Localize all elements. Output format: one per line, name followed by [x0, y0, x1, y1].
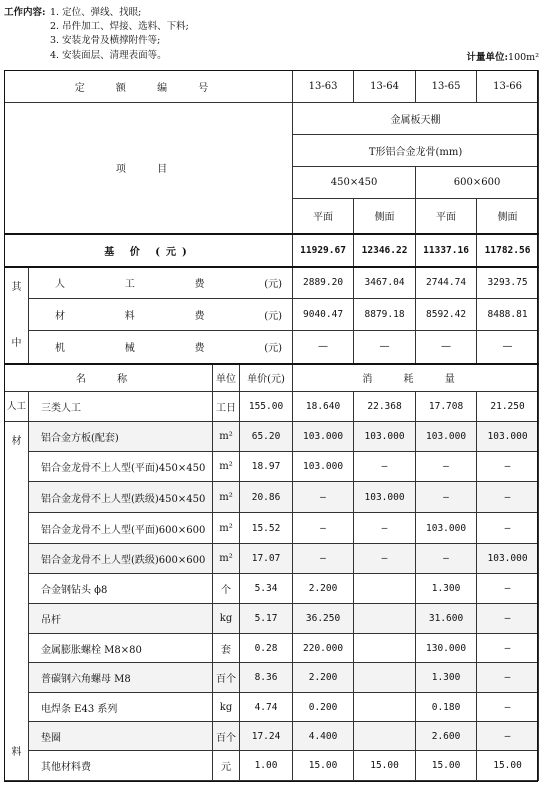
- row-price: 65.20: [240, 422, 293, 452]
- cost-char: 料: [124, 311, 135, 322]
- row-value: 103.000: [293, 452, 354, 482]
- row-name: 普碳钢六角螺母 M8: [29, 663, 213, 693]
- row-value: 0.180: [416, 693, 477, 722]
- cost-char: 材: [55, 311, 65, 322]
- group-char: 料: [11, 747, 22, 758]
- item-label: 项 目: [5, 103, 293, 234]
- row-unit: 工日: [213, 392, 240, 422]
- of-which-char: 其: [11, 281, 22, 293]
- size-label: 450×450: [293, 167, 416, 199]
- quota-code-label: 定 额 编 号: [5, 71, 293, 103]
- of-which-char: 中: [11, 337, 22, 349]
- cost-char: 人: [55, 279, 65, 291]
- row-value: —: [477, 604, 539, 634]
- subcategory-label: T形铝合金龙骨(mm): [293, 135, 539, 167]
- row-price: 18.97: [240, 452, 293, 482]
- row-value: —: [293, 513, 354, 544]
- row-price: 8.36: [240, 663, 293, 693]
- quota-code: 13-65: [416, 71, 477, 103]
- col-consumption-header: 消 耗 量: [293, 364, 539, 392]
- row-value: —: [477, 634, 539, 663]
- row-value: 103.000: [416, 422, 477, 452]
- row-value: 103.000: [477, 422, 539, 452]
- row-name: 合金钢钻头 ϕ8: [29, 574, 213, 604]
- size-label: 600×600: [416, 167, 539, 199]
- col-unit-header: 单位: [213, 364, 240, 392]
- row-value: —: [477, 513, 539, 544]
- row-value: 18.640: [293, 392, 354, 422]
- base-price: 11929.67: [293, 234, 354, 267]
- row-price: 5.34: [240, 574, 293, 604]
- row-value: 31.600: [416, 604, 477, 634]
- cost-value: 2744.74: [416, 267, 477, 299]
- measurement-unit: [467, 49, 539, 63]
- cost-char: 工: [124, 279, 135, 291]
- row-value: 15.00: [477, 751, 539, 781]
- category-label: 金属板天棚: [293, 103, 539, 135]
- cost-value: —: [416, 331, 477, 364]
- row-value: —: [477, 574, 539, 604]
- base-price: 12346.22: [354, 234, 416, 267]
- row-value: 22.368: [354, 392, 416, 422]
- row-name: 电焊条 E43 系列: [29, 693, 213, 722]
- row-price: 1.00: [240, 751, 293, 781]
- row-unit: kg: [213, 693, 240, 722]
- row-name: 其他材料费: [29, 751, 213, 781]
- row-unit: m²: [213, 452, 240, 482]
- row-value: —: [416, 452, 477, 482]
- face-label: 平面: [293, 199, 354, 234]
- cost-char: 械: [124, 343, 135, 355]
- cost-value: 3293.75: [477, 267, 539, 299]
- row-unit: m²: [213, 513, 240, 544]
- row-name: 铝合金龙骨不上人型(平面)600×600: [29, 513, 213, 544]
- unit-value: 100m²: [508, 52, 539, 63]
- row-value: 130.000: [416, 634, 477, 663]
- row-value: 4.400: [293, 722, 354, 751]
- col-price-header: 单价(元): [240, 364, 293, 392]
- row-value: 1.300: [416, 663, 477, 693]
- cost-unit: (元): [264, 279, 283, 291]
- row-value: 0.200: [293, 693, 354, 722]
- row-value: —: [354, 513, 416, 544]
- row-price: 4.74: [240, 693, 293, 722]
- row-price: 17.24: [240, 722, 293, 751]
- row-name: 铝合金方板(配套): [29, 422, 213, 452]
- row-value: —: [293, 482, 354, 513]
- cost-value: 2889.20: [293, 267, 354, 299]
- row-value: 15.00: [416, 751, 477, 781]
- cost-value: 3467.04: [354, 267, 416, 299]
- row-unit: 百个: [213, 722, 240, 751]
- quota-code: 13-66: [477, 71, 539, 103]
- row-value: —: [354, 452, 416, 482]
- row-unit: m²: [213, 482, 240, 513]
- base-price: 11337.16: [416, 234, 477, 267]
- cost-char: 费: [194, 279, 205, 291]
- row-value: 17.708: [416, 392, 477, 422]
- row-value: —: [354, 544, 416, 574]
- row-name: 垫圈: [29, 722, 213, 751]
- labor-group-label: 人工: [5, 392, 29, 422]
- face-label: 侧面: [354, 199, 416, 234]
- work-item: 3. 安装龙骨及横撑附件等;: [50, 35, 161, 46]
- table-frame: [4, 70, 538, 782]
- group-char: 材: [11, 436, 22, 447]
- cost-value: 8879.18: [354, 299, 416, 331]
- row-unit: 元: [213, 751, 240, 781]
- row-value: —: [416, 482, 477, 513]
- row-unit: m²: [213, 422, 240, 452]
- row-price: 20.86: [240, 482, 293, 513]
- row-value: 220.000: [293, 634, 354, 663]
- row-value: —: [293, 544, 354, 574]
- cost-value: 8488.81: [477, 299, 539, 331]
- row-value: 2.600: [416, 722, 477, 751]
- row-value: 103.000: [293, 422, 354, 452]
- row-value: —: [477, 452, 539, 482]
- work-content-label: 工作内容:: [4, 7, 46, 18]
- cost-char: 机: [55, 343, 65, 355]
- row-value: 36.250: [293, 604, 354, 634]
- row-price: 0.28: [240, 634, 293, 663]
- cost-char: 费: [194, 311, 205, 322]
- row-value: 15.00: [293, 751, 354, 781]
- base-price-label: 基 价 (元): [5, 234, 293, 267]
- quota-code: 13-64: [354, 71, 416, 103]
- row-unit: kg: [213, 604, 240, 634]
- row-price: 17.07: [240, 544, 293, 574]
- cost-unit: (元): [264, 311, 283, 322]
- quota-code: 13-63: [293, 71, 354, 103]
- row-name: 铝合金龙骨不上人型(跌级)450×450: [29, 482, 213, 513]
- row-name: 铝合金龙骨不上人型(跌级)600×600: [29, 544, 213, 574]
- row-value: —: [477, 663, 539, 693]
- row-value: 103.000: [477, 544, 539, 574]
- row-value: 15.00: [354, 751, 416, 781]
- work-content-header: [0, 0, 545, 63]
- cost-value: —: [477, 331, 539, 364]
- row-price: 5.17: [240, 604, 293, 634]
- row-value: —: [416, 544, 477, 574]
- row-value: —: [477, 693, 539, 722]
- row-price: 155.00: [240, 392, 293, 422]
- row-name: 金属膨胀螺栓 M8×80: [29, 634, 213, 663]
- row-value: 103.000: [354, 422, 416, 452]
- row-value: 1.300: [416, 574, 477, 604]
- row-price: 15.52: [240, 513, 293, 544]
- row-value: —: [477, 722, 539, 751]
- work-item: 1. 定位、弹线、找眼;: [50, 7, 142, 18]
- row-value: 2.200: [293, 574, 354, 604]
- cost-value: —: [354, 331, 416, 364]
- cost-value: —: [293, 331, 354, 364]
- row-unit: 套: [213, 634, 240, 663]
- work-item: 2. 吊件加工、焊接、选料、下料;: [50, 21, 189, 32]
- work-item: 4. 安装面层、清理表面等。: [50, 50, 167, 61]
- row-unit: m²: [213, 544, 240, 574]
- row-value: 2.200: [293, 663, 354, 693]
- cost-unit: (元): [264, 343, 283, 355]
- row-name: 铝合金龙骨不上人型(平面)450×450: [29, 452, 213, 482]
- row-value: 103.000: [416, 513, 477, 544]
- row-name: 三类人工: [29, 392, 213, 422]
- cost-char: 费: [194, 343, 205, 355]
- row-unit: 个: [213, 574, 240, 604]
- cost-value: 8592.42: [416, 299, 477, 331]
- unit-label: 计量单位:: [466, 52, 509, 63]
- row-name: 吊杆: [29, 604, 213, 634]
- row-value: 21.250: [477, 392, 539, 422]
- col-name-header: 名 称: [5, 364, 213, 392]
- row-value: 103.000: [354, 482, 416, 513]
- base-price: 11782.56: [477, 234, 539, 267]
- face-label: 平面: [416, 199, 477, 234]
- row-unit: 百个: [213, 663, 240, 693]
- cost-value: 9040.47: [293, 299, 354, 331]
- face-label: 侧面: [477, 199, 539, 234]
- row-value: —: [477, 482, 539, 513]
